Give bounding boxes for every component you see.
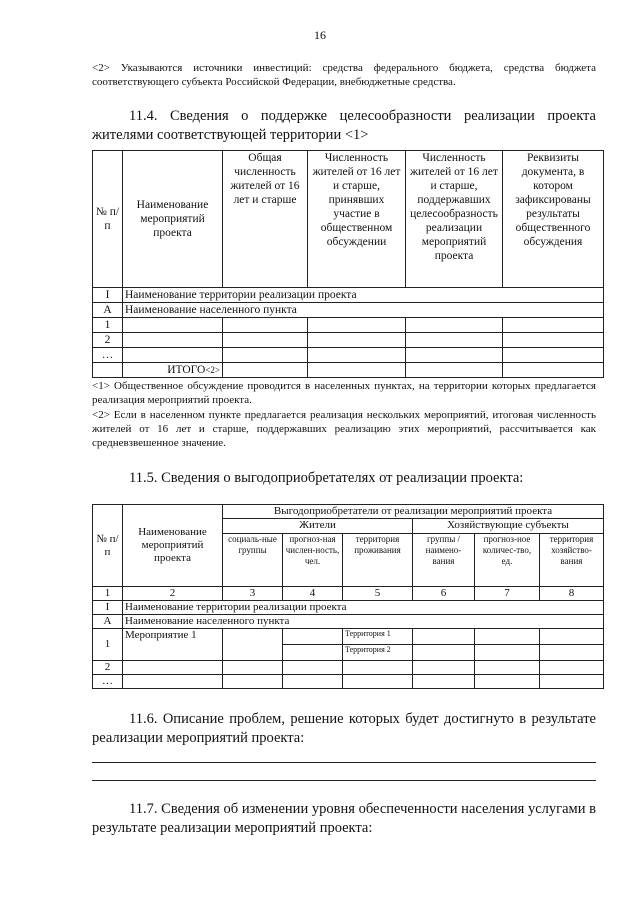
header-social-groups: социаль-ные группы: [223, 534, 283, 587]
header-event-name: Наименование мероприятий проекта: [123, 151, 223, 288]
header-businesses: Хозяйствующие субъекты: [413, 519, 604, 534]
footnote-2: <2> Если в населенном пункте предлагается реализация нескольких мероприятий, итоговая численность жителей от 16 лет и старше, поддержавших реализацию этих мероприятий, рассчитывается как средневзвешенное значение.: [92, 409, 596, 449]
column-number: 6: [413, 587, 475, 601]
column-number-row: [93, 587, 604, 601]
event-row: [93, 629, 604, 645]
row-number: …: [93, 348, 123, 363]
event-territory-1: Территория 1: [343, 629, 413, 645]
page-number: 16: [314, 28, 326, 42]
total-label: ИТОГО<2>: [123, 363, 223, 378]
answer-line-1: [92, 762, 596, 763]
section-11-5-title: 11.5. Сведения о выгодоприобретателях от реализации проекта:: [129, 470, 524, 486]
header-supporters: Численность жителей от 16 лет и старше, поддержавших целесообразность реализации мероприятий проекта: [406, 151, 503, 288]
table-row: [93, 661, 604, 675]
column-number: 7: [475, 587, 540, 601]
public-support-table: [92, 150, 604, 378]
column-number: 3: [223, 587, 283, 601]
event-name: Мероприятие 1: [123, 629, 223, 661]
table-row: [93, 333, 604, 348]
territory-row-label: Наименование территории реализации проекта: [123, 601, 604, 615]
territory-row-number: I: [93, 601, 123, 615]
row-number: …: [93, 675, 123, 689]
section-11-4-title: 11.4. Сведения о поддержке целесообразности реализации проекта жителями соответствующей территории <1>: [92, 108, 596, 143]
investment-sources-note: <2> Указываются источники инвестиций: средства федерального бюджета, средства бюджета соответствующего субъекта Российской Федерации, внебюджетные средства.: [92, 62, 596, 88]
header-business-groups: группы / наимено-вания: [413, 534, 475, 587]
header-participants: Численность жителей от 16 лет и старше, принявших участие в общественном обсуждении: [308, 151, 406, 288]
header-residents: Жители: [223, 519, 413, 534]
column-number: 2: [123, 587, 223, 601]
column-number: 1: [93, 587, 123, 601]
row-number: 2: [93, 661, 123, 675]
header-event-name: Наименование мероприятий проекта: [123, 505, 223, 587]
settlement-row-number: А: [93, 303, 123, 318]
header-residence-territory: территория проживания: [343, 534, 413, 587]
row-number: 2: [93, 333, 123, 348]
header-forecast-count: прогноз-ное количес-тво, ед.: [475, 534, 540, 587]
total-footnote-ref: <2>: [205, 365, 220, 375]
event-territory-2: Территория 2: [343, 645, 413, 661]
settlement-row-label: Наименование населенного пункта: [123, 303, 604, 318]
header-document-details: Реквизиты документа, в котором зафиксированы результаты общественного обсуждения: [503, 151, 604, 288]
territory-row-number: I: [93, 288, 123, 303]
header-number: № п/п: [93, 151, 123, 288]
table-row: [93, 348, 604, 363]
settlement-row-number: А: [93, 615, 123, 629]
header-forecast-population: прогноз-ная числен-ность, чел.: [283, 534, 343, 587]
column-number: 5: [343, 587, 413, 601]
header-number: № п/п: [93, 505, 123, 587]
total-row: [93, 363, 604, 378]
answer-line-2: [92, 780, 596, 781]
settlement-row-label: Наименование населенного пункта: [123, 615, 604, 629]
beneficiaries-table: [92, 504, 604, 689]
column-number: 4: [283, 587, 343, 601]
header-beneficiaries: Выгодоприобретатели от реализации мероприятий проекта: [223, 505, 604, 519]
header-business-territory: территория хозяйство-вания: [540, 534, 604, 587]
row-number: 1: [93, 318, 123, 333]
table-row: [93, 675, 604, 689]
section-11-7-title: 11.7. Сведения об изменении уровня обеспеченности населения услугами в результате реализации мероприятий проекта:: [92, 801, 596, 836]
footnote-1: <1> Общественное обсуждение проводится в населенных пунктах, на территории которых предлагается реализация мероприятий проекта.: [92, 380, 596, 406]
header-total-population: Общая численность жителей от 16 лет и старше: [223, 151, 308, 288]
column-number: 8: [540, 587, 604, 601]
territory-row-label: Наименование территории реализации проекта: [123, 288, 604, 303]
section-11-6-title: 11.6. Описание проблем, решение которых будет достигнуто в результате реализации мероприятий проекта:: [92, 711, 596, 746]
event-row-number: 1: [93, 629, 123, 661]
table-row: [93, 318, 604, 333]
